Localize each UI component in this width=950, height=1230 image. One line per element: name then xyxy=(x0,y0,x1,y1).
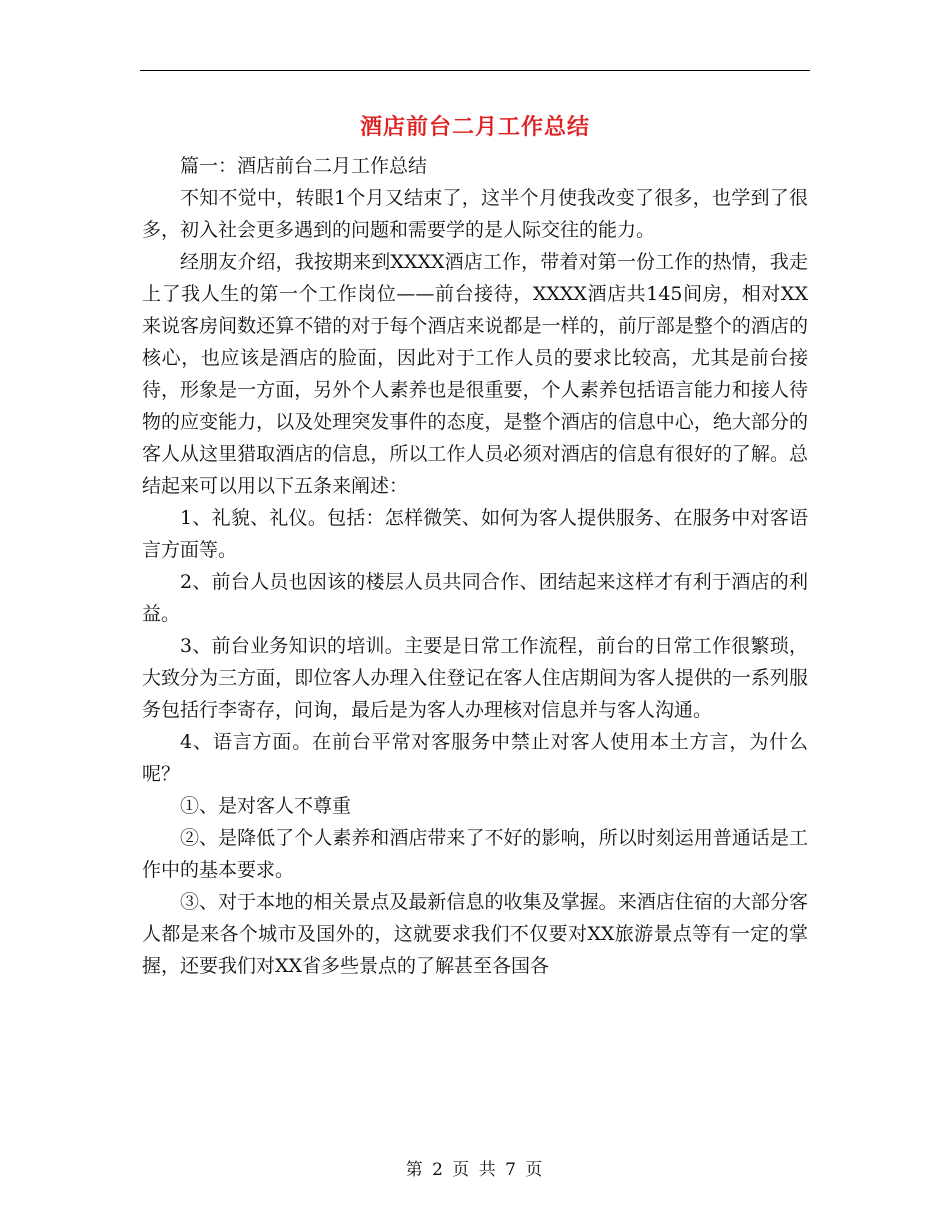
document-title: 酒店前台二月工作总结 xyxy=(359,114,590,140)
paragraph: ②、是降低了个人素养和酒店带来了不好的影响，所以时刻运用普通话是工作中的基本要求。 xyxy=(142,827,808,881)
paragraph: 3、前台业务知识的培训。主要是日常工作流程，前台的日常工作很繁琐，大致分为三方面，即位客人办理入住登记在客人住店期间为客人提供的一系列服务包括行李寄存，问询，最后是为客人办理核对信息并与客人沟通。 xyxy=(142,635,808,721)
header-rule xyxy=(140,70,810,71)
paragraph: ①、是对客人不尊重 xyxy=(180,795,352,817)
paragraph: ③、对于本地的相关景点及最新信息的收集及掌握。来酒店住宿的大部分客人都是来各个城市及国外的，这就要求我们不仅要对XX旅游景点等有一定的掌握，还要我们对XX省多些景点的了解甚至各国各 xyxy=(142,891,808,977)
paragraph: 1、礼貌、礼仪。包括：怎样微笑、如何为客人提供服务、在服务中对客语言方面等。 xyxy=(142,507,808,561)
paragraph: 经朋友介绍，我按期来到XXXX酒店工作，带着对第一份工作的热情，我走上了我人生的第一个工作岗位——前台接待，XXXX酒店共145间房，相对XX来说客房间数还算不错的对于每个酒店来说都是一样的，前厅部是整个的酒店的核心，也应该是酒店的脸面，因此对于工作人员的要求比较高，尤其是前台接待，形象是一方面，另外个人素养也是很重要，个人素养包括语言能力和接人待物的应变能力，以及处理突发事件的态度，是整个酒店的信息中心，绝大部分的客人从这里猎取酒店的信息，所以工作人员必须对酒店的信息有很好的了解。总结起来可以用以下五条来阐述： xyxy=(142,251,808,497)
paragraph: 不知不觉中，转眼1个月又结束了，这半个月使我改变了很多，也学到了很多，初入社会更多遇到的问题和需要学的是人际交往的能力。 xyxy=(142,187,808,241)
paragraph: 篇一：酒店前台二月工作总结 xyxy=(180,155,428,177)
page-number-footer: 第 2 页 共 7 页 xyxy=(405,1160,545,1180)
paragraph: 4、语言方面。在前台平常对客服务中禁止对客人使用本土方言，为什么呢？ xyxy=(142,731,808,785)
document-body xyxy=(142,150,808,982)
paragraph: 2、前台人员也因该的楼层人员共同合作、团结起来这样才有利于酒店的利益。 xyxy=(142,571,808,625)
